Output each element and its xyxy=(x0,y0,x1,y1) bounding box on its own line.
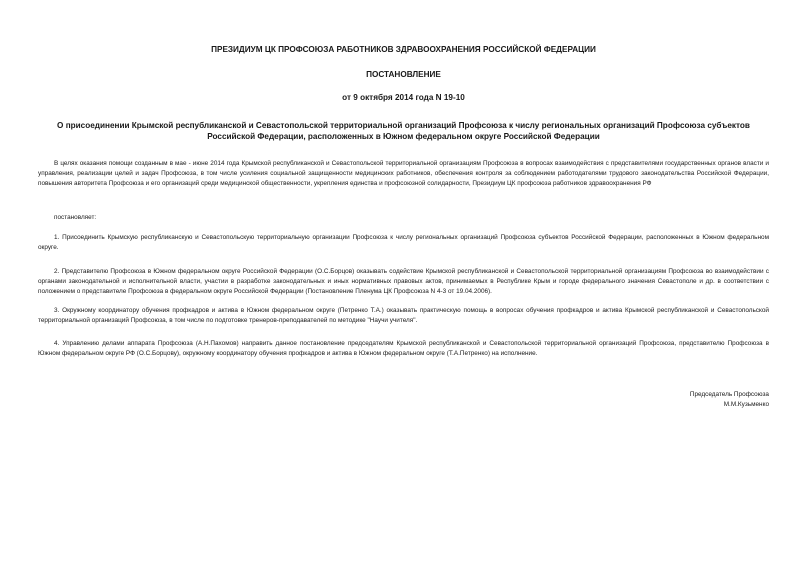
resolution-item-4: 4. Управлению делами аппарата Профсоюза (А.Н.Пахомов) направить данное постановление председателям Крымской республиканской и Севастопольской территориальной организаций Профсоюза, представителю Профсоюза в Южном федеральном округе РФ (О.С.Борцову), окружному координатору обучения профкадров и актива в Южном федеральном округе (Т.А.Петренко) на исполнение. xyxy=(38,340,769,358)
document-date-number: от 9 октября 2014 года N 19-10 xyxy=(342,93,465,102)
document-subject: О присоединении Крымской республиканской и Севастопольской территориальной организаций Профсоюза к числу региональных организаций Профсоюза субъектов Российской Федерации, расположенных в Южном федеральном округе Российской Федерации xyxy=(57,121,750,141)
signatory-name: М.М.Кузьменко xyxy=(723,401,769,409)
resolution-item-2: 2. Представителю Профсоюза в Южном федеральном округе Российской Федерации (О.С.Борцов) оказывать содействие Крымской республиканской и Севастопольской территориальной организациям Профсоюза во взаимодействии с органами законодательной и исполнительной власти, участии в разработке законодательных и иных нормативных правовых актов, принимаемых в Республике Крым и городе федерального значения Севастополе и др. в соответствии с положением о представителе Профсоюза в федеральном округе Российской Федерации (Постановление Пленума ЦК Профсоюза N 4-3 от 19.04.2006). xyxy=(38,268,769,296)
signature-block xyxy=(690,390,769,410)
resolves-line: постановляет: xyxy=(54,214,97,221)
resolution-item-3: 3. Окружному координатору обучения профкадров и актива в Южном федеральном округе (Петренко Т.А.) оказывать практическую помощь в вопросах обучения профкадров и актива Крымской республиканской и Севастопольской территориальной организаций Профсоюза, в том числе по подготовке тренеров-преподавателей по методике "Научи учителя". xyxy=(38,307,769,325)
organization-title: ПРЕЗИДИУМ ЦК ПРОФСОЮЗА РАБОТНИКОВ ЗДРАВООХРАНЕНИЯ РОССИЙСКОЙ ФЕДЕРАЦИИ xyxy=(211,45,596,54)
signatory-position: Председатель Профсоюза xyxy=(689,391,769,398)
intro-paragraph: В целях оказания помощи созданным в мае - июне 2014 года Крымской республиканской и Севастопольской территориальной организациям Профсоюза в вопросах взаимодействия с представителями государственных органов власти и управления, реализации целей и задач Профсоюза, в том числе усиления социальной защищенности медицинских работников, обеспечения контроля за соблюдением работодателями трудового законодательства Российской Федерации, повышения авторитета Профсоюза и его организаций среди медицинской общественности, укрепления единства и профсоюзной солидарности, Президиум ЦК профсоюза работников здравоохранения РФ xyxy=(38,160,769,188)
resolution-item-1: 1. Присоединить Крымскую республиканскую и Севастопольскую территориальную организации Профсоюза к числу региональных организаций Профсоюза субъектов Российской Федерации, расположенных в Южном федеральном округе. xyxy=(38,234,769,252)
document-type: ПОСТАНОВЛЕНИЕ xyxy=(366,70,441,79)
